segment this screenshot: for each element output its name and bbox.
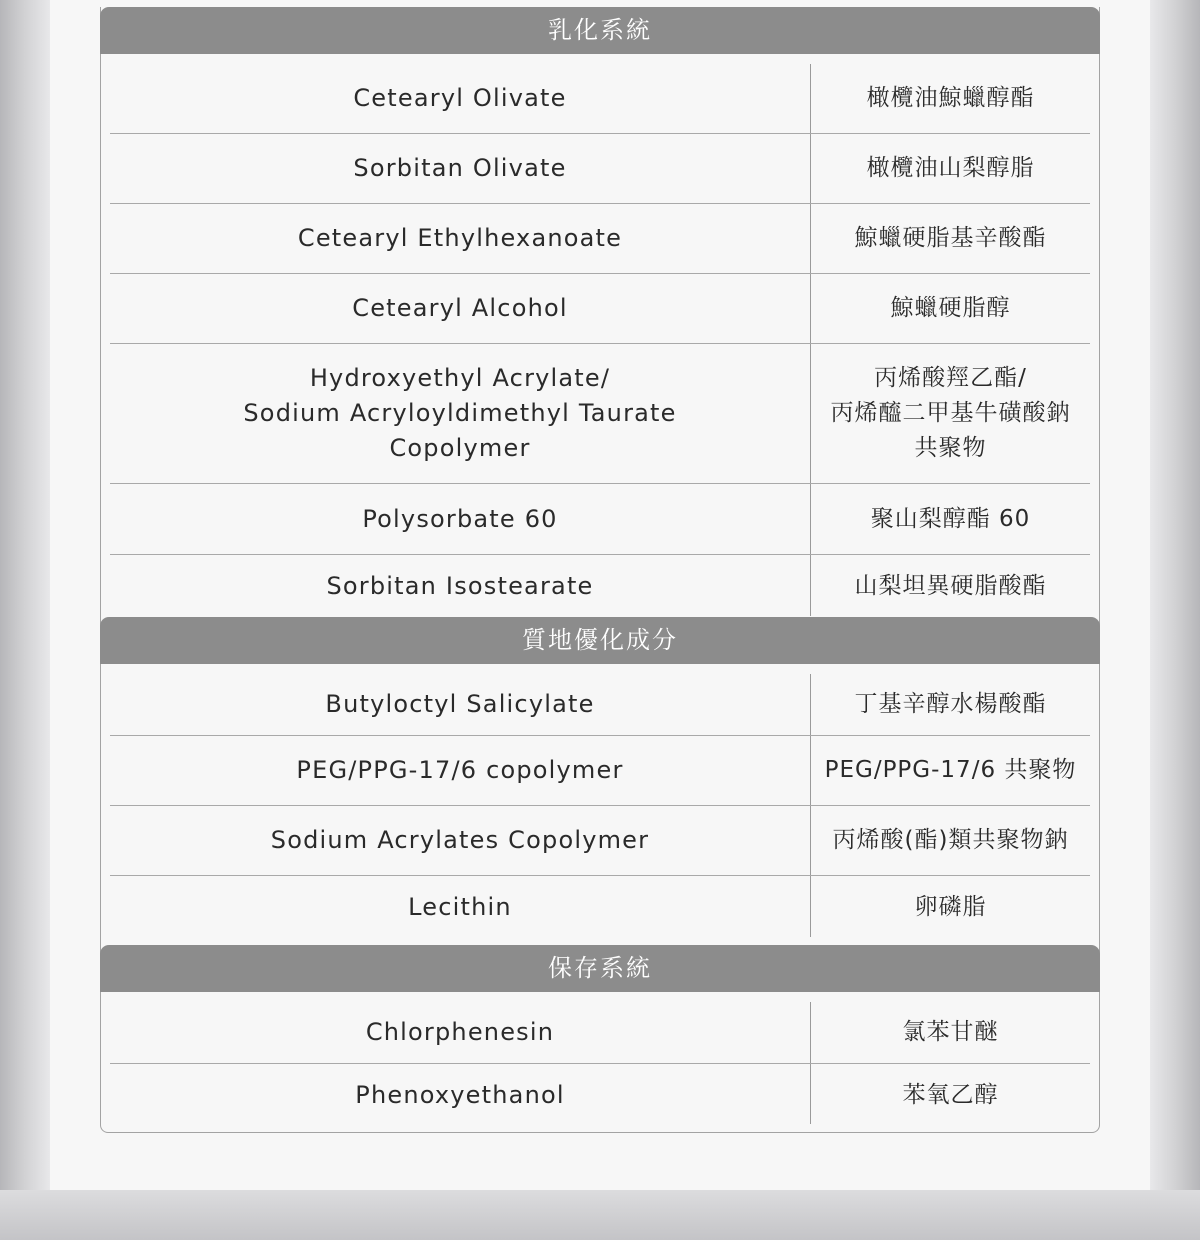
ingredient-en: Sorbitan Isostearate <box>110 555 811 616</box>
ingredient-zh: 鯨蠟硬脂醇 <box>890 295 1011 321</box>
ingredient-table <box>100 7 1100 1133</box>
ingredient-en: Cetearyl Alcohol <box>110 274 811 343</box>
section-header-texture: 質地優化成分 <box>100 617 1100 664</box>
section-rows-emulsifier <box>110 64 1090 616</box>
ingredient-zh: PEG/PPG-17/6 共聚物 <box>824 757 1077 783</box>
section-rows-texture <box>110 674 1090 937</box>
ingredient-zh: 橄欖油山梨醇脂 <box>866 155 1035 181</box>
ingredient-zh: 丙烯酸(酯)類共聚物鈉 <box>832 827 1069 853</box>
ingredient-en: Sorbitan Olivate <box>110 134 811 203</box>
ingredient-zh: 苯氧乙醇 <box>902 1081 999 1108</box>
section-header-emulsifier: 乳化系統 <box>100 7 1100 54</box>
ingredient-zh: 山梨坦異硬脂酸酯 <box>854 573 1047 599</box>
section-rows-preservative <box>110 1002 1090 1124</box>
ingredient-zh: 丙烯酸羥乙酯/ 丙烯醯二甲基牛磺酸鈉 共聚物 <box>830 365 1071 461</box>
background-shade <box>0 1190 1200 1240</box>
table-row <box>110 274 1090 344</box>
ingredient-en: Butyloctyl Salicylate <box>110 674 811 735</box>
ingredient-zh: 聚山梨醇酯 60 <box>870 505 1031 532</box>
ingredient-en: Lecithin <box>110 876 811 937</box>
ingredient-en: Cetearyl Olivate <box>110 64 811 133</box>
table-row <box>110 876 1090 937</box>
ingredient-zh: 丁基辛醇水楊酸酯 <box>854 691 1047 717</box>
ingredient-zh: 橄欖油鯨蠟醇酯 <box>866 85 1035 111</box>
ingredient-en: Polysorbate 60 <box>110 484 811 554</box>
ingredient-en: Hydroxyethyl Acrylate/ Sodium Acryloyldimethyl Taurate Copolymer <box>110 344 811 483</box>
ingredient-en: PEG/PPG-17/6 copolymer <box>110 736 811 805</box>
table-row <box>110 736 1090 806</box>
table-row <box>110 204 1090 274</box>
table-row <box>110 134 1090 204</box>
ingredient-en: Phenoxyethanol <box>110 1064 811 1124</box>
table-row <box>110 1064 1090 1124</box>
content-panel <box>50 0 1150 1190</box>
table-row <box>110 674 1090 736</box>
ingredient-en: Cetearyl Ethylhexanoate <box>110 204 811 273</box>
table-row <box>110 806 1090 876</box>
table-row <box>110 1002 1090 1064</box>
ingredient-zh: 卵磷脂 <box>914 894 987 920</box>
table-row <box>110 344 1090 484</box>
table-row <box>110 64 1090 134</box>
table-row <box>110 555 1090 616</box>
ingredient-en: Sodium Acrylates Copolymer <box>110 806 811 875</box>
ingredient-en: Chlorphenesin <box>110 1002 811 1063</box>
table-row <box>110 484 1090 555</box>
ingredient-zh: 鯨蠟硬脂基辛酸酯 <box>854 225 1047 251</box>
ingredient-zh: 氯苯甘醚 <box>902 1019 999 1045</box>
section-header-preservative: 保存系統 <box>100 945 1100 992</box>
